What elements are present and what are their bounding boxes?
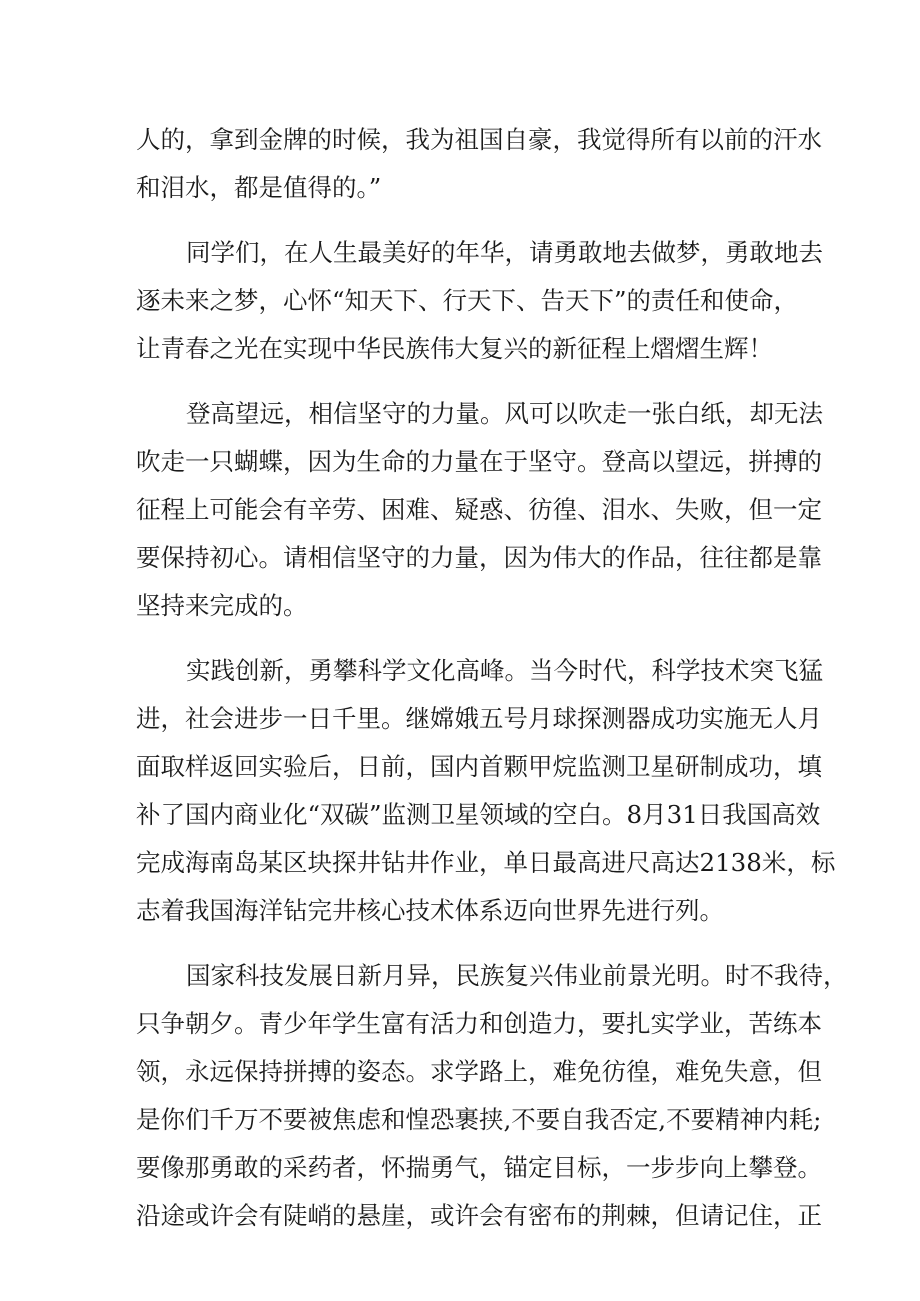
text-line: 和泪水，都是值得的。” (136, 173, 382, 202)
text-line: 要保持初心。请相信坚守的力量，因为伟大的作品，往往都是靠 (136, 543, 822, 572)
text-line: 要像那勇敢的采药者，怀揣勇气，锚定目标，一步步向上攀登。 (136, 1153, 822, 1182)
text-line: 完成海南岛某区块探井钻井作业，单日最高进尺高达2138米，标 (136, 848, 836, 877)
text-line: 面取样返回实验后，日前，国内首颗甲烷监测卫星研制成功，填 (136, 752, 822, 781)
text-line: 人的，拿到金牌的时候，我为祖国自豪，我觉得所有以前的汗水 (136, 125, 822, 154)
text-line: 国家科技发展日新月异，民族复兴伟业前景光明。时不我待， (186, 961, 848, 990)
text-line: 同学们，在人生最美好的年华，请勇敢地去做梦，勇敢地去 (186, 238, 823, 267)
text-line: 逐未来之梦，心怀“知天下、行天下、告天下”的责任和使命， (136, 286, 799, 315)
paragraph-3 (136, 390, 823, 630)
paragraph-4 (136, 647, 836, 935)
text-line: 进，社会进步一日千里。继嫦娥五号月球探测器成功实施无人月 (136, 704, 822, 733)
paragraph-1 (136, 116, 822, 212)
paragraph-5 (136, 952, 848, 1240)
text-line: 只争朝夕。青少年学生富有活力和创造力，要扎实学业，苦练本 (136, 1009, 822, 1038)
text-line: 坚持来完成的。 (136, 591, 308, 620)
text-line: 登高望远，相信坚守的力量。风可以吹走一张白纸，却无法 (186, 399, 823, 428)
text-line: 补了国内商业化“双碳”监测卫星领域的空白。8月31日我国高效 (136, 800, 821, 829)
paragraph-2 (136, 229, 823, 373)
text-line: 沿途或许会有陡峭的悬崖，或许会有密布的荆棘，但请记住，正 (136, 1201, 822, 1230)
text-line: 是你们千万不要被焦虑和惶恐裹挟,不要自我否定,不要精神内耗; (136, 1105, 822, 1134)
text-line: 吹走一只蝴蝶，因为生命的力量在于坚守。登高以望远，拼搏的 (136, 447, 822, 476)
text-line: 领，永远保持拼搏的姿态。求学路上，难免彷徨，难免失意，但 (136, 1057, 822, 1086)
text-line: 实践创新，勇攀科学文化高峰。当今时代，科学技术突飞猛 (186, 656, 823, 685)
text-line: 志着我国海洋钻完井核心技术体系迈向世界先进行列。 (136, 896, 724, 925)
document-body (136, 116, 848, 1240)
text-line: 让青春之光在实现中华民族伟大复兴的新征程上熠熠生辉！ (136, 334, 773, 363)
text-line: 征程上可能会有辛劳、困难、疑惑、彷徨、泪水、失败，但一定 (136, 495, 822, 524)
